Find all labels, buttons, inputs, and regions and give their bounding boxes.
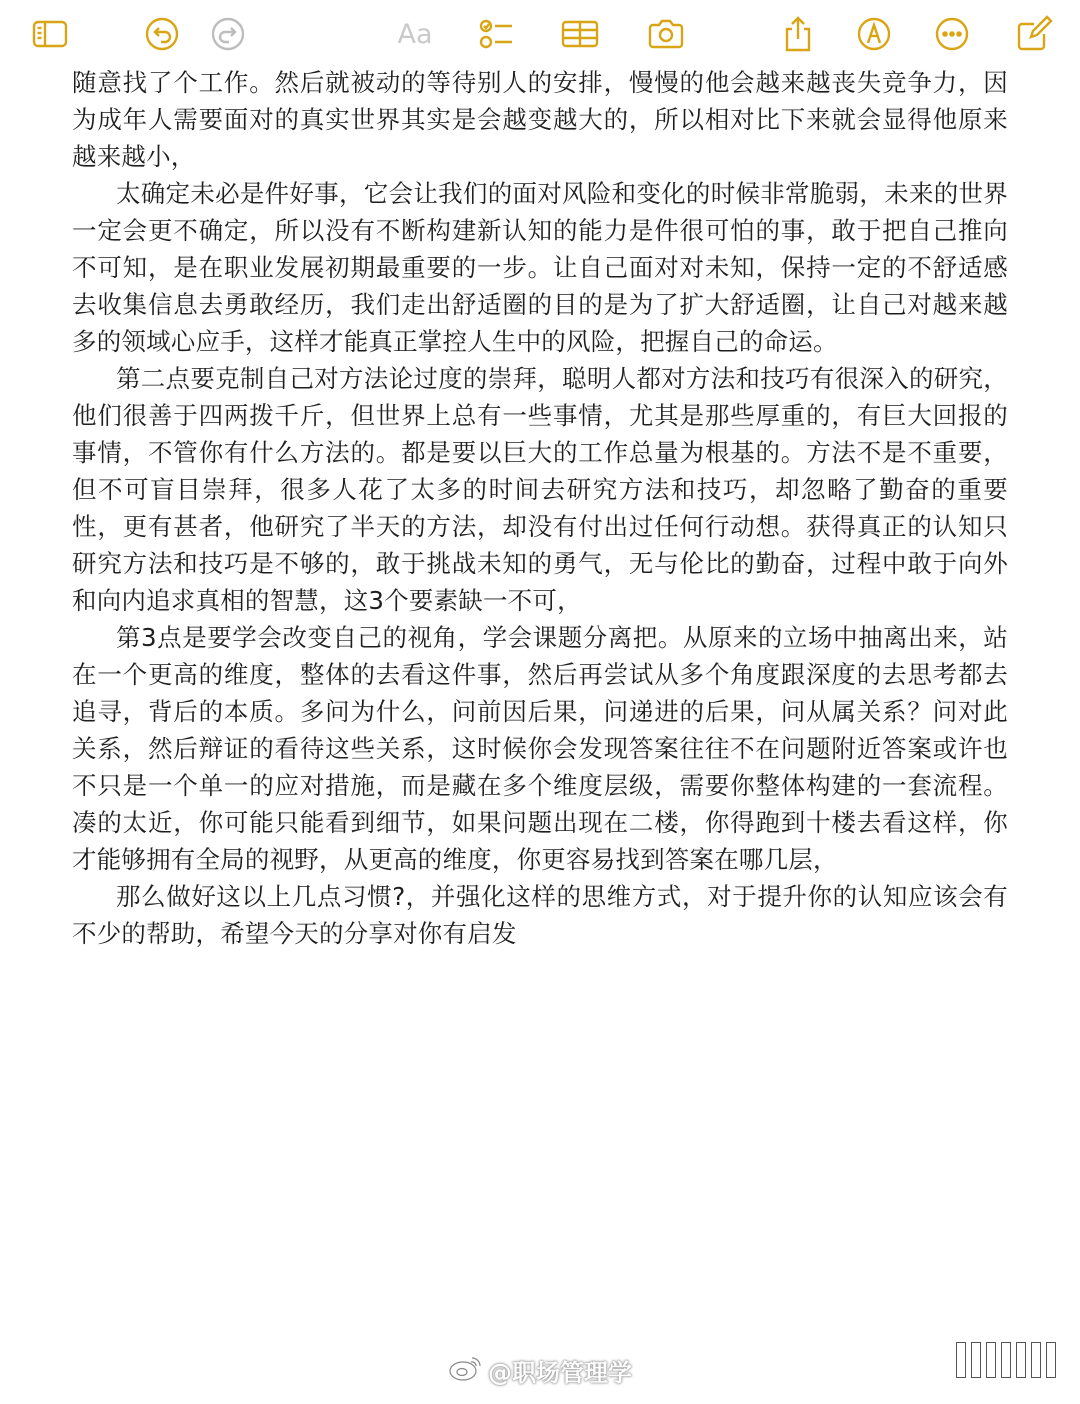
markup-icon bbox=[854, 14, 894, 54]
redo-button[interactable] bbox=[206, 12, 250, 56]
compose-icon bbox=[1014, 14, 1054, 54]
share-button[interactable] bbox=[776, 12, 820, 56]
watermark-text: @职场管理学 bbox=[488, 1359, 632, 1387]
checklist-icon bbox=[476, 14, 516, 54]
toolbar bbox=[0, 0, 1080, 64]
undo-button[interactable] bbox=[140, 12, 184, 56]
table-icon bbox=[560, 14, 600, 54]
camera-icon bbox=[646, 14, 686, 54]
camera-button[interactable] bbox=[644, 12, 688, 56]
sidebar-icon bbox=[30, 14, 70, 54]
checklist-button[interactable] bbox=[474, 12, 518, 56]
format-text-button[interactable] bbox=[390, 12, 440, 56]
note-paragraph-3: 第二点要克制自己对方法论过度的崇拜，聪明人都对方法和技巧有很深入的研究，他们很善于四两拨千斤，但世界上总有一些事情，尤其是那些厚重的，有巨大回报的事情，不管你有什么方法的。都是要以巨大的工作总量为根基的。方法不是不重要，但不可盲目崇拜，很多人花了太多的时间去研究方法和技巧，却忽略了勤奋的重要性，更有甚者，他研究了半天的方法，却没有付出过任何行动想。获得真正的认知只研究方法和技巧是不够的，敢于挑战未知的勇气，无与伦比的勤奋，过程中敢于向外和向内追求真相的智慧，这3个要素缺一不可， bbox=[72, 364, 1008, 615]
more-button[interactable] bbox=[930, 12, 974, 56]
long-image-indicator-icon bbox=[956, 1342, 1056, 1378]
note-body[interactable] bbox=[0, 44, 1080, 1344]
format-text-icon: Aa bbox=[397, 18, 433, 50]
weibo-logo-icon bbox=[448, 1354, 482, 1388]
markup-button[interactable] bbox=[852, 12, 896, 56]
table-button[interactable] bbox=[558, 12, 602, 56]
watermark bbox=[0, 1353, 1080, 1388]
compose-button[interactable] bbox=[1012, 12, 1056, 56]
undo-icon bbox=[142, 14, 182, 54]
sidebar-button[interactable] bbox=[28, 12, 72, 56]
more-icon bbox=[932, 14, 972, 54]
note-paragraph-5: 那么做好这以上几点习惯?，并强化这样的思维方式，对于提升你的认知应该会有不少的帮助，希望今天的分享对你有启发 bbox=[72, 882, 1008, 948]
share-icon bbox=[778, 14, 818, 54]
note-paragraph-4: 第3点是要学会改变自己的视角，学会课题分离把。从原来的立场中抽离出来，站在一个更高的维度，整体的去看这件事，然后再尝试从多个角度跟深度的去思考都去追寻，背后的本质。多问为什么，问前因后果，问递进的后果，问从属关系？问对此关系，然后辩证的看待这些关系，这时候你会发现答案往往不在问题附近答案或许也不只是一个单一的应对措施，而是藏在多个维度层级，需要你整体构建的一套流程。凑的太近，你可能只能看到细节，如果问题出现在二楼，你得跑到十楼去看这样，你才能够拥有全局的视野，从更高的维度，你更容易找到答案在哪几层， bbox=[72, 623, 1008, 874]
note-paragraph-1: 随意找了个工作。然后就被动的等待别人的安排，慢慢的他会越来越丧失竞争力，因为成年人需要面对的真实世界其实是会越变越大的，所以相对比下来就会显得他原来越来越小， bbox=[72, 68, 1008, 171]
redo-icon bbox=[208, 14, 248, 54]
note-paragraph-2: 太确定未必是件好事，它会让我们的面对风险和变化的时候非常脆弱，未来的世界一定会更不确定，所以没有不断构建新认知的能力是件很可怕的事，敢于把自己推向不可知，是在职业发展初期最重要的一步。让自己面对对未知，保持一定的不舒适感去收集信息去勇敢经历，我们走出舒适圈的目的是为了扩大舒适圈，让自己对越来越多的领域心应手，这样才能真正掌控人生中的风险，把握自己的命运。 bbox=[72, 179, 1008, 356]
